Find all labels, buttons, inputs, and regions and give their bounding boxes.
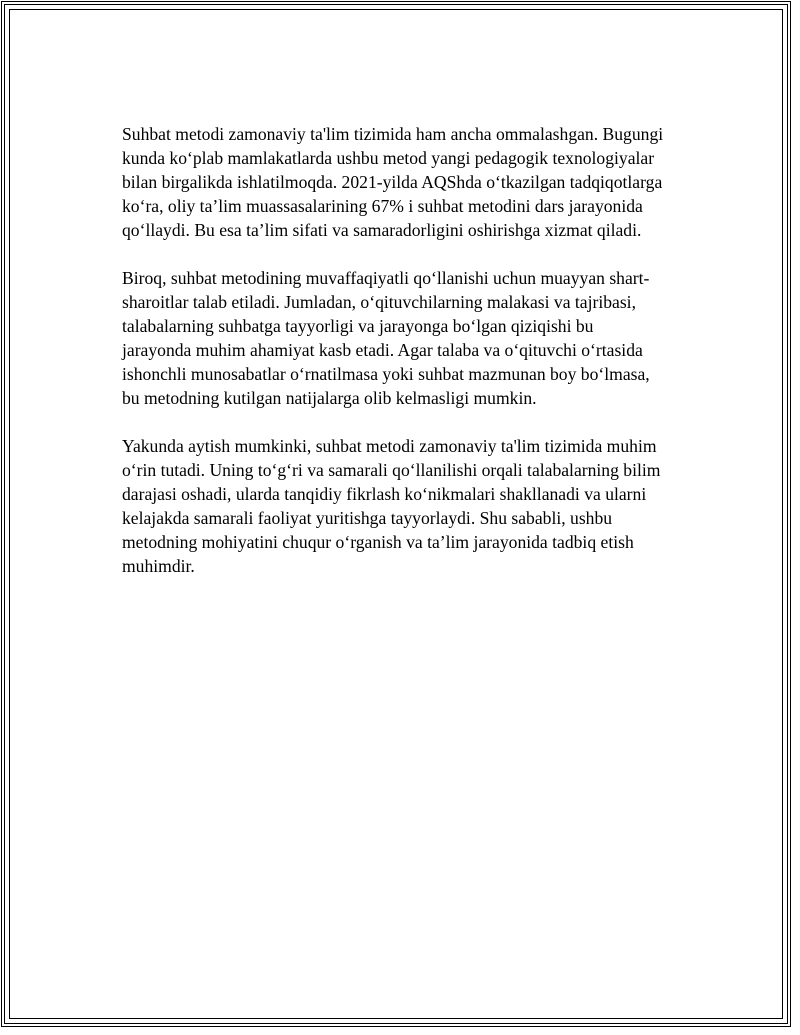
- paragraph-line: qo‘llaydi. Bu esa ta’lim sifati va samaradorligini oshirishga xizmat qiladi.: [122, 220, 642, 240]
- paragraph-line: metodning mohiyatini chuqur o‘rganish va ta’lim jarayonida tadbiq etish: [122, 532, 634, 552]
- paragraph-line: bu metodning kutilgan natijalarga olib kelmasligi mumkin.: [122, 388, 537, 408]
- document-body: [122, 122, 702, 602]
- paragraph-line: darajasi oshadi, ularda tanqidiy fikrlash ko‘nikmalari shakllanadi va ularni: [122, 484, 647, 504]
- paragraph-line: kunda ko‘plab mamlakatlarda ushbu metod yangi pedagogik texnologiyalar: [122, 148, 655, 168]
- paragraph-line: ishonchli munosabatlar o‘rnatilmasa yoki suhbat mazmunan boy bo‘lmasa,: [122, 364, 650, 384]
- paragraph-line: muhimdir.: [122, 556, 195, 576]
- paragraph-3: [122, 434, 702, 578]
- paragraph-line: jarayonda muhim ahamiyat kasb etadi. Agar talaba va o‘qituvchi o‘rtasida: [122, 340, 643, 360]
- paragraph-2: [122, 266, 702, 410]
- paragraph-1: [122, 122, 702, 242]
- paragraph-line: Suhbat metodi zamonaviy ta'lim tizimida ham ancha ommalashgan. Bugungi: [122, 124, 664, 144]
- page-frame: [1, 1, 791, 1027]
- paragraph-line: ko‘ra, oliy ta’lim muassasalarining 67% i suhbat metodini dars jarayonida: [122, 196, 643, 216]
- paragraph-line: Biroq, suhbat metodining muvaffaqiyatli qo‘llanishi uchun muayyan shart-: [122, 268, 650, 288]
- paragraph-line: talabalarning suhbatga tayyorligi va jarayonga bo‘lgan qiziqishi bu: [122, 316, 594, 336]
- paragraph-line: sharoitlar talab etiladi. Jumladan, o‘qituvchilarning malakasi va tajribasi,: [122, 292, 636, 312]
- paragraph-line: o‘rin tutadi. Uning to‘g‘ri va samarali qo‘llanilishi orqali talabalarning bilim: [122, 460, 661, 480]
- paragraph-line: Yakunda aytish mumkinki, suhbat metodi zamonaviy ta'lim tizimida muhim: [122, 436, 657, 456]
- paragraph-line: bilan birgalikda ishlatilmoqda. 2021-yilda AQShda o‘tkazilgan tadqiqotlarga: [122, 172, 663, 192]
- paragraph-line: kelajakda samarali faoliyat yuritishga tayyorlaydi. Shu sababli, ushbu: [122, 508, 613, 528]
